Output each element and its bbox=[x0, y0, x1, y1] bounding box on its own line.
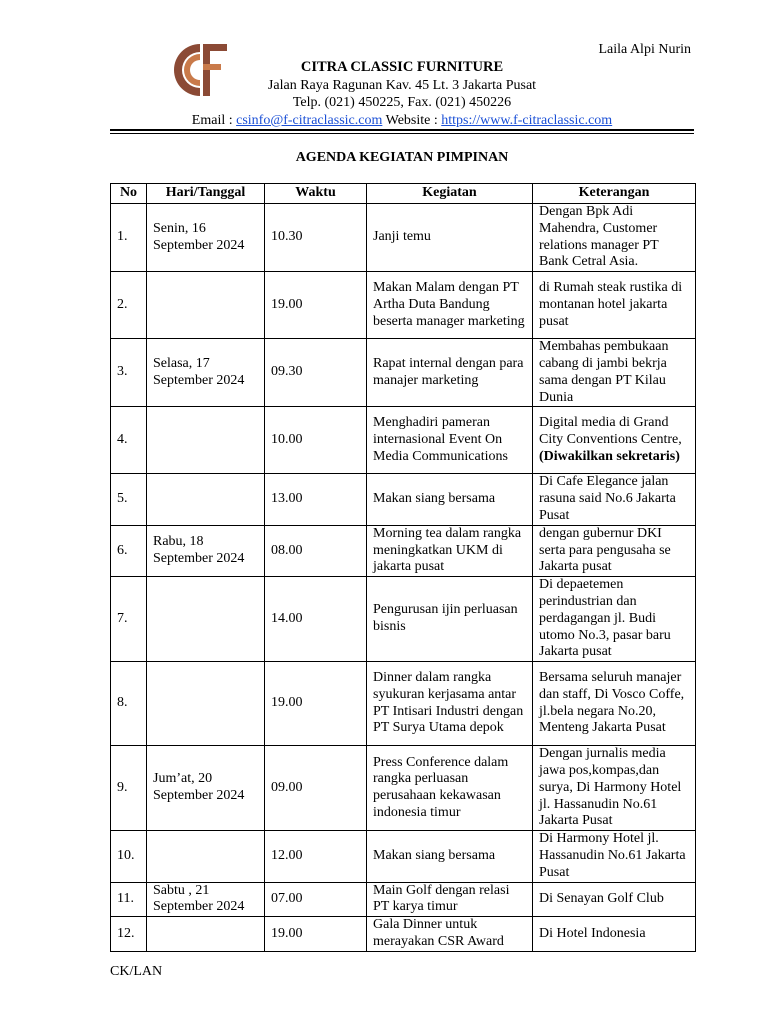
cell-day: Rabu, 18 September 2024 bbox=[147, 525, 265, 576]
cell-day bbox=[147, 474, 265, 525]
cell-day: Selasa, 17 September 2024 bbox=[147, 339, 265, 407]
cell-day: Sabtu , 21 September 2024 bbox=[147, 882, 265, 917]
cell-time: 19.00 bbox=[265, 662, 367, 746]
column-header-time: Waktu bbox=[265, 184, 367, 204]
table-row bbox=[111, 746, 696, 831]
column-header-day: Hari/Tanggal bbox=[147, 184, 265, 204]
cell-time: 12.00 bbox=[265, 831, 367, 882]
column-header-activity: Kegiatan bbox=[367, 184, 533, 204]
cell-activity: Pengurusan ijin perluasan bisnis bbox=[367, 577, 533, 662]
table-row bbox=[111, 272, 696, 339]
cell-no: 10. bbox=[111, 831, 147, 882]
note-bold-text: (Diwakilkan sekretaris) bbox=[539, 448, 680, 464]
cell-no: 2. bbox=[111, 272, 147, 339]
cell-no: 1. bbox=[111, 204, 147, 272]
cell-activity: Makan siang bersama bbox=[367, 831, 533, 882]
agenda-table bbox=[110, 183, 696, 952]
table-row bbox=[111, 882, 696, 917]
column-header-no: No bbox=[111, 184, 147, 204]
cell-no: 9. bbox=[111, 746, 147, 831]
cell-day bbox=[147, 917, 265, 952]
footer-initials: CK/LAN bbox=[110, 964, 163, 979]
cell-time: 14.00 bbox=[265, 577, 367, 662]
cell-time: 10.00 bbox=[265, 407, 367, 474]
cell-activity: Janji temu bbox=[367, 204, 533, 272]
company-contact-line bbox=[150, 112, 654, 130]
email-link[interactable]: csinfo@f-citraclassic.com bbox=[236, 112, 383, 128]
cell-day: Senin, 16 September 2024 bbox=[147, 204, 265, 272]
table-row bbox=[111, 662, 696, 746]
cell-no: 8. bbox=[111, 662, 147, 746]
table-row bbox=[111, 917, 696, 952]
table-header-row bbox=[111, 184, 696, 204]
cell-activity: Makan siang bersama bbox=[367, 474, 533, 525]
document-title: AGENDA KEGIATAN PIMPINAN bbox=[295, 150, 509, 165]
cell-no: 5. bbox=[111, 474, 147, 525]
cell-note: di Rumah steak rustika di montanan hotel jakarta pusat bbox=[533, 272, 696, 339]
header-divider-thin bbox=[110, 133, 694, 134]
cell-activity: Morning tea dalam rangka meningkatkan UKM di jakarta pusat bbox=[367, 525, 533, 576]
cell-day bbox=[147, 407, 265, 474]
cell-activity: Press Conference dalam rangka perluasan perusahaan kekawasan indonesia timur bbox=[367, 746, 533, 831]
cell-time: 10.30 bbox=[265, 204, 367, 272]
author-name: Laila Alpi Nurin bbox=[598, 42, 691, 57]
cell-time: 07.00 bbox=[265, 882, 367, 917]
table-row bbox=[111, 525, 696, 576]
cell-no: 6. bbox=[111, 525, 147, 576]
cell-time: 19.00 bbox=[265, 272, 367, 339]
cell-note: Di Harmony Hotel jl. Hassanudin No.61 Jakarta Pusat bbox=[533, 831, 696, 882]
email-label: Email : bbox=[191, 112, 237, 128]
cell-note bbox=[533, 407, 696, 474]
cell-time: 09.30 bbox=[265, 339, 367, 407]
note-text: Digital media di Grand City Conventions Centre, bbox=[539, 415, 682, 447]
cell-activity: Makan Malam dengan PT Artha Duta Bandung beserta manager marketing bbox=[367, 272, 533, 339]
cell-day: Jum’at, 20 September 2024 bbox=[147, 746, 265, 831]
cell-time: 19.00 bbox=[265, 917, 367, 952]
cell-note: Membahas pembukaan cabang di jambi bekrja sama dengan PT Kilau Dunia bbox=[533, 339, 696, 407]
company-letterhead bbox=[150, 59, 654, 129]
cell-day bbox=[147, 272, 265, 339]
cell-day bbox=[147, 831, 265, 882]
company-phone: Telp. (021) 450225, Fax. (021) 450226 bbox=[292, 95, 512, 110]
table-row bbox=[111, 407, 696, 474]
table-row bbox=[111, 204, 696, 272]
cell-no: 12. bbox=[111, 917, 147, 952]
website-label: Website : bbox=[382, 112, 442, 128]
cell-note: dengan gubernur DKI serta para pengusaha se Jakarta pusat bbox=[533, 525, 696, 576]
company-address: Jalan Raya Ragunan Kav. 45 Lt. 3 Jakarta Pusat bbox=[267, 77, 537, 93]
cell-activity: Rapat internal dengan para manajer marketing bbox=[367, 339, 533, 407]
cell-day bbox=[147, 662, 265, 746]
cell-note: Dengan jurnalis media jawa pos,kompas,dan surya, Di Harmony Hotel jl. Hassanudin No.61 Jakarta Pusat bbox=[533, 746, 696, 831]
cell-note: Di depaetemen perindustrian dan perdagangan jl. Budi utomo No.3, pasar baru Jakarta pusat bbox=[533, 577, 696, 662]
cell-note: Di Senayan Golf Club bbox=[533, 882, 696, 917]
cell-activity: Menghadiri pameran internasional Event On Media Communications bbox=[367, 407, 533, 474]
cell-note: Di Hotel Indonesia bbox=[533, 917, 696, 952]
cell-no: 11. bbox=[111, 882, 147, 917]
header-divider-thick bbox=[110, 129, 694, 131]
cell-activity: Dinner dalam rangka syukuran kerjasama antar PT Intisari Industri dengan PT Surya Utama depok bbox=[367, 662, 533, 746]
cell-activity: Main Golf dengan relasi PT karya timur bbox=[367, 882, 533, 917]
column-header-note: Keterangan bbox=[533, 184, 696, 204]
company-name: CITRA CLASSIC FURNITURE bbox=[300, 59, 504, 75]
cell-note: Dengan Bpk Adi Mahendra, Customer relations manager PT Bank Cetral Asia. bbox=[533, 204, 696, 272]
table-row bbox=[111, 831, 696, 882]
cell-note: Di Cafe Elegance jalan rasuna said No.6 Jakarta Pusat bbox=[533, 474, 696, 525]
website-link[interactable]: https://www.f-citraclassic.com bbox=[441, 112, 613, 128]
cell-no: 4. bbox=[111, 407, 147, 474]
cell-time: 13.00 bbox=[265, 474, 367, 525]
cell-day bbox=[147, 577, 265, 662]
cell-no: 7. bbox=[111, 577, 147, 662]
table-row bbox=[111, 474, 696, 525]
cell-note: Bersama seluruh manajer dan staff, Di Vosco Coffe, jl.bela negara No.20, Menteng Jakarta Pusat bbox=[533, 662, 696, 746]
cell-time: 09.00 bbox=[265, 746, 367, 831]
table-row bbox=[111, 339, 696, 407]
table-row bbox=[111, 577, 696, 662]
cell-no: 3. bbox=[111, 339, 147, 407]
cell-time: 08.00 bbox=[265, 525, 367, 576]
cell-activity: Gala Dinner untuk merayakan CSR Award bbox=[367, 917, 533, 952]
